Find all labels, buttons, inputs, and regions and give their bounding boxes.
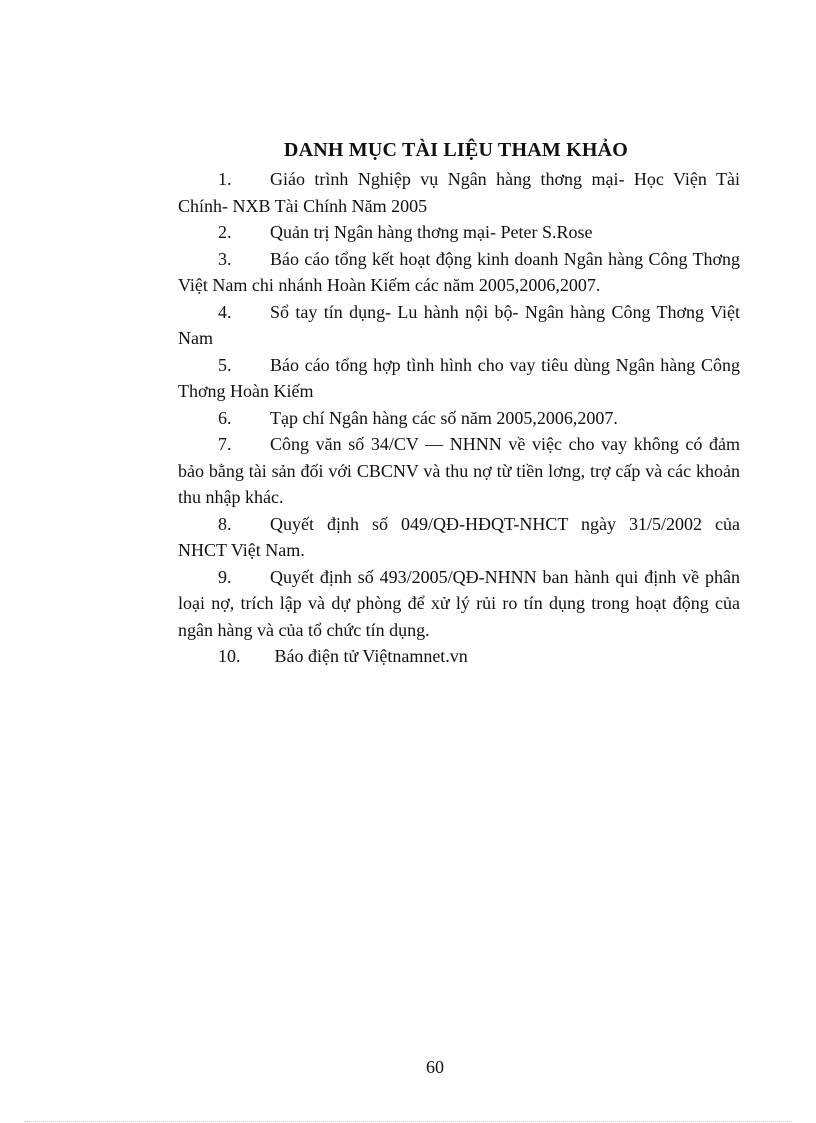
reference-item <box>178 246 740 299</box>
reference-list <box>178 166 740 670</box>
reference-number: 7. <box>218 434 232 454</box>
reference-text: Quản trị Ngân hàng thơng mại- Peter S.Rose <box>270 222 593 242</box>
reference-item <box>178 352 740 405</box>
reference-text: Báo cáo tổng hợp tình hình cho vay tiêu dùng Ngân hàng Công Thơng Hoàn Kiếm <box>178 354 740 401</box>
reference-text: Báo điện tử Việtnamnet.vn <box>270 646 468 666</box>
reference-text: Công văn số 34/CV — NHNN về việc cho vay không có đảm bảo bằng tài sản đối với CBCNV và thu nợ từ tiền lơng, trợ cấp và các khoản thu nhập khác. <box>178 434 740 507</box>
reference-item <box>178 643 740 670</box>
reference-text: Báo cáo tổng kết hoạt động kinh doanh Ngân hàng Công Thơng Việt Nam chi nhánh Hoàn Kiếm các năm 2005,2006,2007. <box>178 248 740 295</box>
reference-item <box>178 166 740 219</box>
reference-item <box>178 564 740 644</box>
reference-item <box>178 219 740 246</box>
reference-item <box>178 299 740 352</box>
reference-text: Quyết định số 493/2005/QĐ-NHNN ban hành qui định về phân loại nợ, trích lập và dự phòng để xử lý rủi ro tín dụng trong hoạt động của ngân hàng và của tổ chức tín dụng. <box>178 566 740 640</box>
page-number: 60 <box>426 1057 444 1077</box>
reference-number: 10. <box>218 646 241 666</box>
reference-number: 4. <box>218 301 232 322</box>
reference-text: Giáo trình Nghiệp vụ Ngân hàng thơng mại- Học Viện Tài Chính- NXB Tài Chính Năm 2005 <box>178 169 740 216</box>
reference-item <box>178 405 740 432</box>
reference-item <box>178 431 740 511</box>
reference-number: 2. <box>218 222 232 242</box>
page-bottom-divider <box>24 1121 792 1122</box>
page-title: DANH MỤC TÀI LIỆU THAM KHẢO <box>283 139 629 161</box>
reference-number: 6. <box>218 407 232 428</box>
reference-number: 5. <box>218 354 232 375</box>
reference-item <box>178 511 740 564</box>
reference-number: 3. <box>218 248 232 269</box>
reference-number: 9. <box>218 566 232 587</box>
reference-number: 1. <box>218 169 232 189</box>
reference-text: Quyết định số 049/QĐ-HĐQT-NHCT ngày 31/5/2002 của NHCT Việt Nam. <box>178 513 740 560</box>
reference-number: 8. <box>218 513 232 534</box>
reference-text: Sổ tay tín dụng- Lu hành nội bộ- Ngân hàng Công Thơng Việt Nam <box>178 301 740 348</box>
reference-text: Tạp chí Ngân hàng các số năm 2005,2006,2007. <box>270 407 618 428</box>
